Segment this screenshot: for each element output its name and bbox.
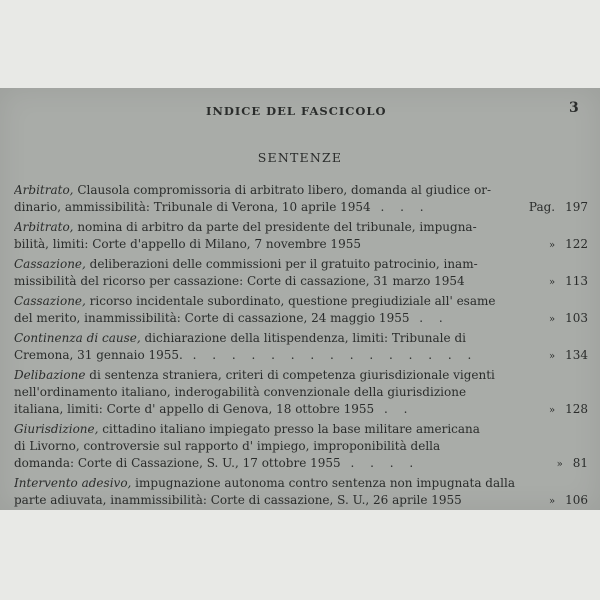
dot-leader: . . . . <box>340 456 420 470</box>
entry-topic: Delibazione <box>14 368 86 382</box>
page-label: » <box>548 496 556 507</box>
entry-topic: Continenza di cause, <box>14 331 141 345</box>
entry-body: parte adiuvata, inammissibilità: Corte di cassazione, S. U., 26 aprile 1955 <box>14 493 462 507</box>
entry-topic: Intervento adesivo, <box>14 476 132 490</box>
entry-body: nomina di arbitro da parte del presidente del tribunale, impugna- <box>73 220 477 234</box>
entry-text <box>14 401 413 418</box>
page-ref-number: 81 <box>572 456 588 470</box>
index-entry <box>14 367 588 418</box>
index-entry <box>14 475 588 509</box>
dot-leader: . . <box>374 402 414 416</box>
entry-text <box>14 199 430 216</box>
entry-text <box>14 310 449 327</box>
entry-text <box>14 182 491 199</box>
entry-line <box>14 256 588 273</box>
entry-text <box>14 492 462 509</box>
dot-leader: . . <box>409 311 449 325</box>
index-entry <box>14 182 588 216</box>
index-entry <box>14 219 588 253</box>
entry-line <box>14 455 588 472</box>
entry-text <box>14 330 466 347</box>
entry-line <box>14 347 588 364</box>
page-ref-number: 122 <box>565 237 588 251</box>
index-entry <box>14 421 588 472</box>
page-reference <box>549 310 588 328</box>
entry-line <box>14 421 588 438</box>
entry-body: bilità, limiti: Corte d'appello di Milano, 7 novembre 1955 <box>14 237 361 251</box>
page-label: » <box>548 277 556 288</box>
entry-topic: Giurisdizione, <box>14 422 99 436</box>
entry-text <box>14 367 495 384</box>
entry-body: cittadino italiano impiegato presso la base militare americana <box>98 422 480 436</box>
entry-text <box>14 421 480 438</box>
entry-line <box>14 199 588 216</box>
entry-line <box>14 219 588 236</box>
entry-text <box>14 236 361 253</box>
entry-text <box>14 384 466 401</box>
page-label: » <box>548 314 556 325</box>
entry-line <box>14 273 588 290</box>
page-label: » <box>548 240 556 251</box>
entry-topic: Arbitrato, <box>14 183 74 197</box>
entry-body: di Livorno, controversie sul rapporto d' impiego, improponibilità della <box>14 439 441 453</box>
entry-text <box>14 438 440 455</box>
entry-text <box>14 219 477 236</box>
entry-line <box>14 293 588 310</box>
entry-body: impugnazione autonoma contro sentenza non impugnata dalla <box>131 476 515 490</box>
page-reference <box>549 347 588 365</box>
page-ref-number: 106 <box>565 493 588 507</box>
entry-text <box>14 455 419 472</box>
entry-body: Cremona, 31 gennaio 1955. <box>14 348 183 362</box>
entry-text <box>14 475 515 492</box>
page-ref-number: 103 <box>565 311 588 325</box>
entry-text <box>14 273 465 290</box>
page-reference <box>549 273 588 291</box>
entry-body: del merito, inammissibilità: Corte di cassazione, 24 maggio 1955 <box>14 311 410 325</box>
entry-body: di sentenza straniera, criteri di competenza giurisdizionale vigenti <box>85 368 495 382</box>
entry-body: Clausola compromissoria di arbitrato libero, domanda al giudice or- <box>73 183 492 197</box>
page-label: » <box>548 351 556 362</box>
entry-line <box>14 367 588 384</box>
entry-body: domanda: Corte di Cassazione, S. U., 17 ottobre 1955 <box>14 456 341 470</box>
entry-line <box>14 182 588 199</box>
entry-body: dichiarazione della litispendenza, limiti: Tribunale di <box>140 331 466 345</box>
entry-line <box>14 475 588 492</box>
page-reference <box>529 199 588 216</box>
entry-line <box>14 236 588 253</box>
entry-line <box>14 330 588 347</box>
entry-line <box>14 401 588 418</box>
entry-topic: Cassazione, <box>14 257 86 271</box>
book-page <box>0 88 600 510</box>
entry-list <box>14 182 588 512</box>
entry-topic: Arbitrato, <box>14 220 74 234</box>
page-reference <box>549 492 588 510</box>
entry-line <box>14 492 588 509</box>
running-head: INDICE DEL FASCICOLO <box>206 104 387 118</box>
entry-text <box>14 256 478 273</box>
index-entry <box>14 293 588 327</box>
page-reference <box>549 236 588 254</box>
page-number: 3 <box>569 100 579 116</box>
page-label: Pag. <box>528 200 556 214</box>
entry-text <box>14 293 495 310</box>
entry-body: nell'ordinamento italiano, inderogabilità convenzionale della giurisdizione <box>14 385 467 399</box>
entry-body: dinario, ammissibilità: Tribunale di Verona, 10 aprile 1954 <box>14 200 371 214</box>
index-entry <box>14 256 588 290</box>
entry-line <box>14 384 588 401</box>
page-ref-number: 134 <box>565 348 588 362</box>
entry-body: missibilità del ricorso per cassazione: Corte di cassazione, 31 marzo 1954 <box>14 274 465 288</box>
page-reference <box>549 401 588 419</box>
page-label: » <box>556 459 563 470</box>
dot-leader: . . . <box>370 200 430 214</box>
entry-body: deliberazioni delle commissioni per il gratuito patrocinio, inam- <box>85 257 478 271</box>
page-ref-number: 128 <box>565 402 588 416</box>
section-heading: SENTENZE <box>257 150 343 165</box>
entry-topic: Cassazione, <box>14 294 86 308</box>
page-ref-number: 197 <box>565 200 588 214</box>
page-reference <box>557 455 588 473</box>
entry-body: ricorso incidentale subordinato, questione pregiudiziale all' esame <box>85 294 496 308</box>
entry-line <box>14 310 588 327</box>
entry-line <box>14 438 588 455</box>
entry-body: italiana, limiti: Corte d' appello di Genova, 18 ottobre 1955 <box>14 402 375 416</box>
page-label: » <box>548 405 556 416</box>
index-entry <box>14 330 588 364</box>
entry-text <box>14 347 477 364</box>
page-ref-number: 113 <box>565 274 588 288</box>
dot-leader: . . . . . . . . . . . . . . . <box>182 348 478 362</box>
